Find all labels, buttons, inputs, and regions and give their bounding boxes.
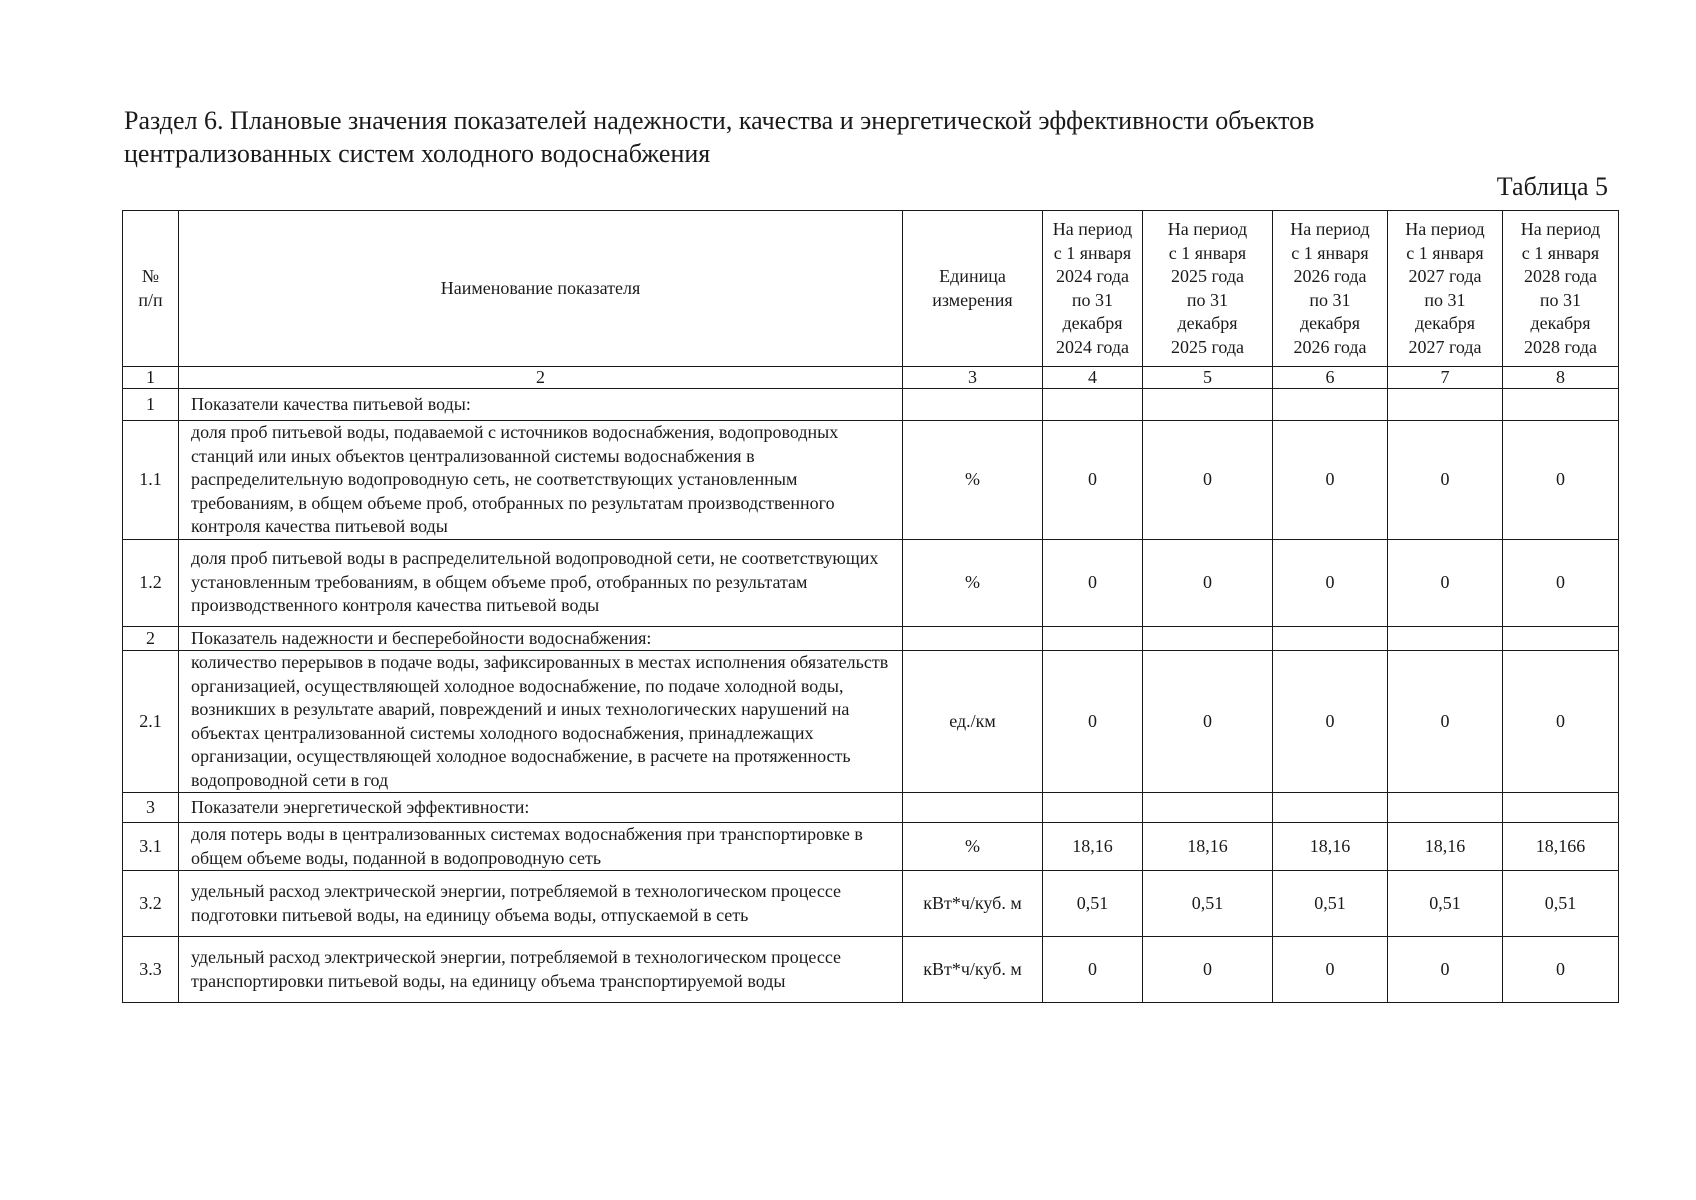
indicator-name-cell: удельный расход электрической энергии, потребляемой в технологическом процессе подготовки питьевой воды, на единицу объема воды, отпускаемой в сеть xyxy=(179,871,903,937)
table-row xyxy=(123,651,1619,793)
section-title-cell: Показатель надежности и бесперебойности водоснабжения: xyxy=(179,626,903,651)
header-period-2028 xyxy=(1503,211,1619,367)
empty-cell xyxy=(1503,389,1619,421)
empty-cell xyxy=(903,793,1043,823)
value-cell: 0 xyxy=(1043,651,1143,793)
header-period-line: по 31 xyxy=(1424,289,1466,310)
value-cell: 18,16 xyxy=(1388,823,1503,871)
header-num-line: п/п xyxy=(138,289,163,310)
value-cell: 18,16 xyxy=(1143,823,1273,871)
empty-cell xyxy=(903,389,1043,421)
row-number-cell: 3.2 xyxy=(123,871,179,937)
empty-cell xyxy=(1388,626,1503,651)
header-period-line: 2024 года xyxy=(1055,336,1130,357)
empty-cell xyxy=(1273,389,1388,421)
header-unit-line: Единица xyxy=(939,266,1006,286)
value-cell: 0 xyxy=(1273,539,1388,626)
row-number-cell: 2 xyxy=(123,626,179,651)
section-title-cell: Показатели энергетической эффективности: xyxy=(179,793,903,823)
value-cell: 0,51 xyxy=(1043,871,1143,937)
value-cell: 0 xyxy=(1043,539,1143,626)
table-row xyxy=(123,539,1619,626)
empty-cell xyxy=(1043,389,1143,421)
value-cell: 0 xyxy=(1143,651,1273,793)
value-cell: 0 xyxy=(1143,421,1273,540)
header-period-line: с 1 января xyxy=(1291,242,1369,263)
header-period-line: декабря xyxy=(1414,313,1476,333)
header-num-line: № xyxy=(141,266,160,286)
empty-cell xyxy=(1273,793,1388,823)
row-number-cell: 1.1 xyxy=(123,421,179,540)
header-period-line: с 1 января xyxy=(1053,242,1132,263)
header-period-line: декабря xyxy=(1062,313,1123,333)
unit-cell: кВт*ч/куб. м xyxy=(903,937,1043,1003)
header-period-line: по 31 xyxy=(1539,289,1582,310)
column-number: 6 xyxy=(1273,367,1388,389)
header-period-line: 2027 года xyxy=(1408,266,1482,286)
value-cell: 0 xyxy=(1043,421,1143,540)
table-caption: Таблица 5 xyxy=(1496,172,1608,201)
header-period-line: 2026 года xyxy=(1293,336,1367,357)
table-row xyxy=(123,823,1619,871)
header-period-line: по 31 xyxy=(1186,289,1229,310)
section-row xyxy=(123,389,1619,421)
value-cell: 0 xyxy=(1273,651,1388,793)
header-period-line: 2028 года xyxy=(1523,336,1598,357)
value-cell: 0,51 xyxy=(1388,871,1503,937)
column-number: 8 xyxy=(1503,367,1619,389)
header-period-line: 2025 года xyxy=(1170,336,1245,357)
unit-cell: % xyxy=(903,421,1043,540)
column-number: 1 xyxy=(123,367,179,389)
unit-cell: % xyxy=(903,539,1043,626)
header-period-line: декабря xyxy=(1299,313,1361,333)
section-row xyxy=(123,626,1619,651)
empty-cell xyxy=(1043,626,1143,651)
row-number-cell: 3 xyxy=(123,793,179,823)
header-period-line: 2024 года xyxy=(1055,266,1130,286)
value-cell: 18,16 xyxy=(1273,823,1388,871)
column-numbers-row xyxy=(123,367,1619,389)
indicator-name-cell: удельный расход электрической энергии, потребляемой в технологическом процессе транспортировки питьевой воды, на единицу объема транспортируемой воды xyxy=(179,937,903,1003)
empty-cell xyxy=(1388,793,1503,823)
empty-cell xyxy=(1388,389,1503,421)
value-cell: 0 xyxy=(1143,937,1273,1003)
value-cell: 0 xyxy=(1273,421,1388,540)
table-header-row xyxy=(123,211,1619,367)
table-row xyxy=(123,871,1619,937)
header-unit-line: измерения xyxy=(932,289,1013,310)
header-period-line: 2028 года xyxy=(1523,266,1598,286)
table-row xyxy=(123,937,1619,1003)
row-number-cell: 1 xyxy=(123,389,179,421)
value-cell: 0 xyxy=(1503,937,1619,1003)
empty-cell xyxy=(1143,793,1273,823)
header-unit-cell xyxy=(903,211,1043,367)
header-period-line: с 1 января xyxy=(1406,242,1484,263)
column-number: 7 xyxy=(1388,367,1503,389)
column-number: 3 xyxy=(903,367,1043,389)
header-period-line: по 31 xyxy=(1309,289,1351,310)
value-cell: 0 xyxy=(1388,651,1503,793)
indicator-name-cell: доля потерь воды в централизованных системах водоснабжения при транспортировке в общем объеме воды, поданной в водопроводную сеть xyxy=(179,823,903,871)
section-title-cell: Показатели качества питьевой воды: xyxy=(179,389,903,421)
row-number-cell: 2.1 xyxy=(123,651,179,793)
value-cell: 18,16 xyxy=(1043,823,1143,871)
header-period-line: На период xyxy=(1290,219,1370,239)
table-body xyxy=(123,389,1619,1003)
header-period-line: декабря xyxy=(1530,313,1591,333)
value-cell: 0 xyxy=(1273,937,1388,1003)
empty-cell xyxy=(903,626,1043,651)
empty-cell xyxy=(1273,626,1388,651)
header-period-line: На период xyxy=(1052,219,1133,239)
header-period-line: 2027 года xyxy=(1408,336,1482,357)
row-number-cell: 1.2 xyxy=(123,539,179,626)
indicators-table xyxy=(122,210,1619,1003)
header-period-line: 2026 года xyxy=(1293,266,1367,286)
value-cell: 0 xyxy=(1503,539,1619,626)
table-row xyxy=(123,421,1619,540)
value-cell: 0 xyxy=(1043,937,1143,1003)
header-num-cell xyxy=(123,211,179,367)
header-period-2025 xyxy=(1143,211,1273,367)
value-cell: 0,51 xyxy=(1503,871,1619,937)
section-row xyxy=(123,793,1619,823)
header-period-line: декабря xyxy=(1177,313,1238,333)
indicator-name-cell: количество перерывов в подаче воды, зафиксированных в местах исполнения обязательств организацией, осуществляющей холодное водоснабжение, по подаче холодной воды, возникших в результате аварий, повреждений и иных технологических нарушений на объектах централизованной системы холодного водоснабжения, принадлежащих организации, осуществляющей холодное водоснабжение, в расчете на протяженность водопроводной сети в год xyxy=(179,651,903,793)
header-period-line: На период xyxy=(1520,219,1601,239)
row-number-cell: 3.3 xyxy=(123,937,179,1003)
header-period-line: На период xyxy=(1167,219,1248,239)
unit-cell: кВт*ч/куб. м xyxy=(903,871,1043,937)
header-period-line: с 1 января xyxy=(1521,242,1600,263)
column-number: 2 xyxy=(179,367,903,389)
empty-cell xyxy=(1043,793,1143,823)
empty-cell xyxy=(1143,626,1273,651)
value-cell: 0,51 xyxy=(1273,871,1388,937)
header-name-cell: Наименование показателя xyxy=(179,211,903,367)
value-cell: 18,166 xyxy=(1503,823,1619,871)
header-period-2024 xyxy=(1043,211,1143,367)
value-cell: 0 xyxy=(1503,651,1619,793)
value-cell: 0 xyxy=(1388,937,1503,1003)
header-period-2027 xyxy=(1388,211,1503,367)
header-period-line: по 31 xyxy=(1071,289,1114,310)
value-cell: 0 xyxy=(1143,539,1273,626)
value-cell: 0 xyxy=(1388,539,1503,626)
row-number-cell: 3.1 xyxy=(123,823,179,871)
section-heading-line-2: централизованных систем холодного водоснабжения xyxy=(124,139,711,168)
column-number: 4 xyxy=(1043,367,1143,389)
unit-cell: % xyxy=(903,823,1043,871)
value-cell: 0,51 xyxy=(1143,871,1273,937)
section-heading-line-1: Раздел 6. Плановые значения показателей надежности, качества и энергетической эффективности объектов xyxy=(124,106,1315,135)
header-period-line: На период xyxy=(1405,219,1485,239)
empty-cell xyxy=(1143,389,1273,421)
header-period-line: с 1 января xyxy=(1168,242,1247,263)
value-cell: 0 xyxy=(1503,421,1619,540)
section-heading xyxy=(124,104,1602,170)
header-period-2026 xyxy=(1273,211,1388,367)
empty-cell xyxy=(1503,793,1619,823)
value-cell: 0 xyxy=(1388,421,1503,540)
indicator-name-cell: доля проб питьевой воды в распределительной водопроводной сети, не соответствующих установленным требованиям, в общем объеме проб, отобранных по результатам производственного контроля качества питьевой воды xyxy=(179,539,903,626)
indicator-name-cell: доля проб питьевой воды, подаваемой с источников водоснабжения, водопроводных станций или иных объектов централизованной системы водоснабжения в распределительную водопроводную сеть, не соответствующих установленным требованиям, в общем объеме проб, отобранных по результатам производственного контроля качества питьевой воды xyxy=(179,421,903,540)
empty-cell xyxy=(1503,626,1619,651)
header-period-line: 2025 года xyxy=(1170,266,1245,286)
unit-cell: ед./км xyxy=(903,651,1043,793)
column-number: 5 xyxy=(1143,367,1273,389)
